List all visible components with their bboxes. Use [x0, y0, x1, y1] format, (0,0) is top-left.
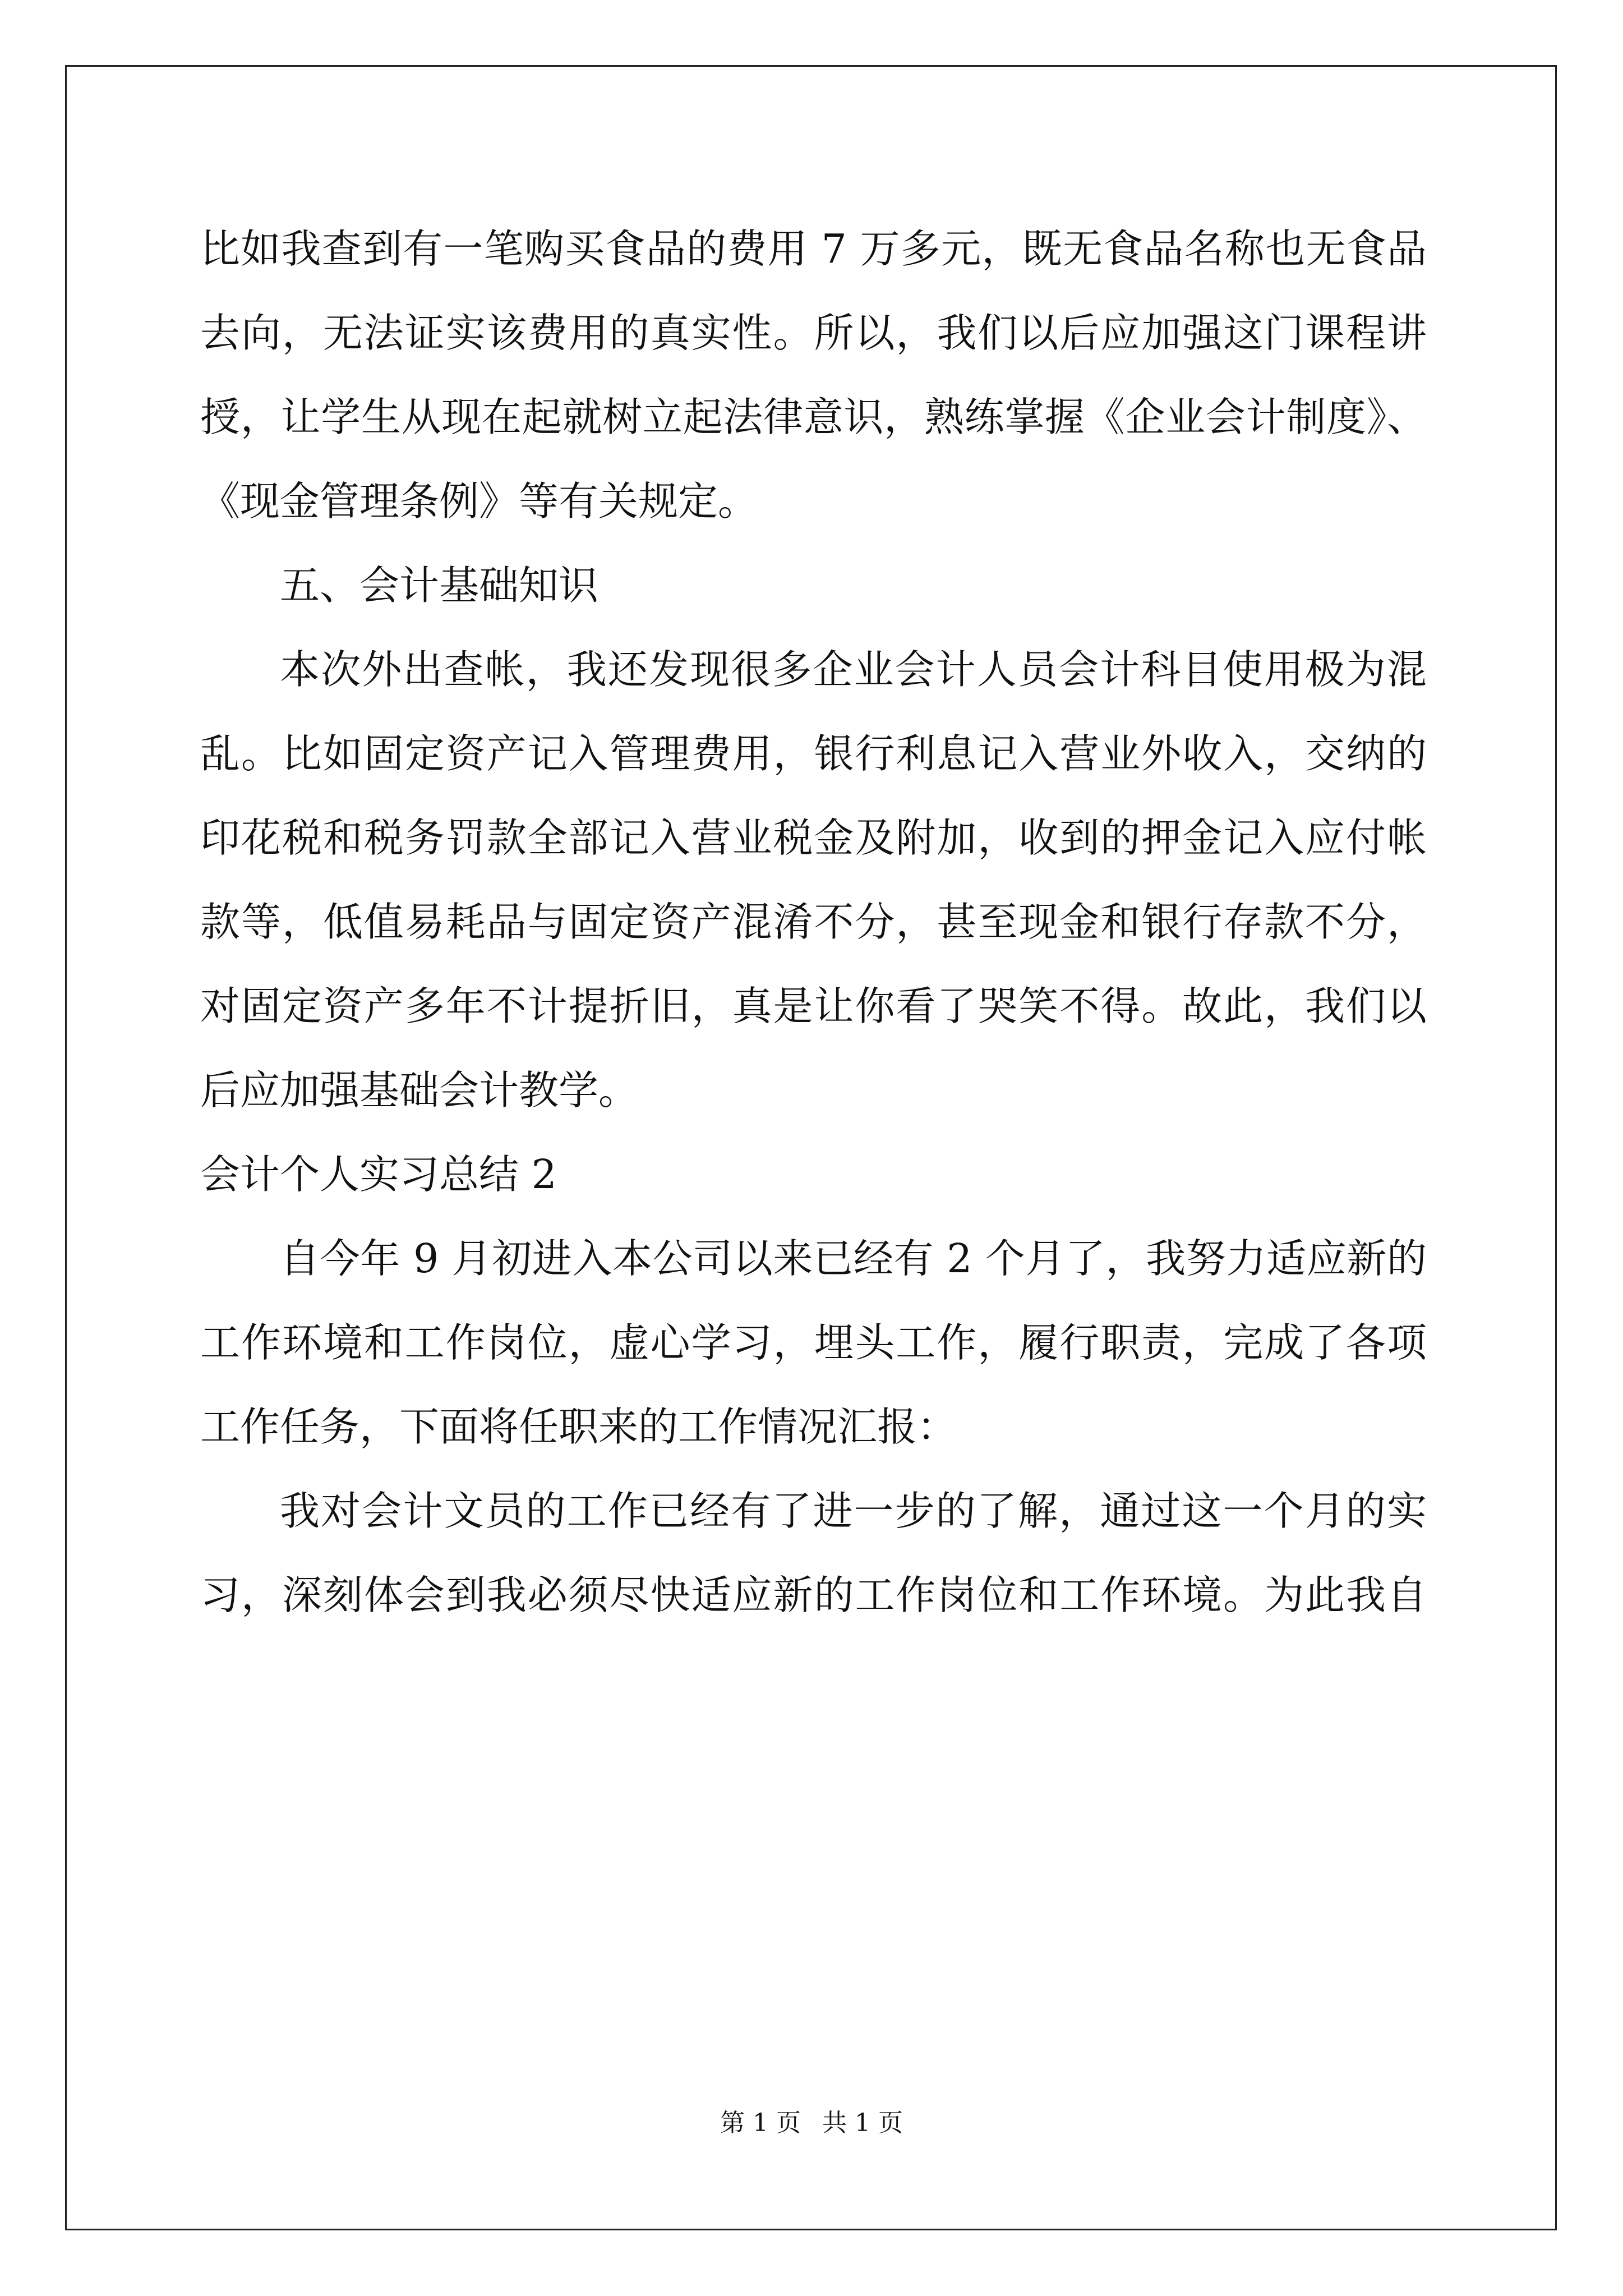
document-section-title: 会计个人实习总结 2 — [200, 1151, 557, 1198]
text-line: 工作任务，下面将任职来的工作情况汇报： — [200, 1404, 957, 1450]
page-footer — [0, 2102, 1623, 2138]
text-line: 款等，低值易耗品与固定资产混淆不分，甚至现金和银行存款不分， — [200, 899, 1427, 945]
text-line: 对固定资产多年不计提折旧，真是让你看了哭笑不得。故此，我们以 — [200, 983, 1427, 1029]
text-line: 授，让学生从现在起就树立起法律意识，熟练掌握《企业会计制度》、 — [200, 394, 1427, 440]
section-heading: 五、会计基础知识 — [280, 562, 599, 609]
text-line: 习，深刻体会到我必须尽快适应新的工作岗位和工作环境。为此我自 — [200, 1572, 1427, 1618]
text-line: 乱。比如固定资产记入管理费用，银行利息记入营业外收入，交纳的 — [200, 730, 1427, 777]
text-line: 本次外出查帐，我还发现很多企业会计人员会计科目使用极为混 — [280, 646, 1427, 693]
document-body — [200, 218, 1427, 1648]
text-line: 自今年 9 月初进入本公司以来已经有 2 个月了，我努力适应新的 — [280, 1235, 1427, 1282]
text-line: 工作环境和工作岗位，虚心学习，埋头工作，履行职责，完成了各项 — [200, 1319, 1427, 1366]
text-line: 去向，无法证实该费用的真实性。所以，我们以后应加强这门课程讲 — [200, 310, 1427, 356]
page-number-current: 第 1 页 — [720, 2109, 801, 2137]
text-line: 印花税和税务罚款全部记入营业税金及附加，收到的押金记入应付帐 — [200, 815, 1427, 861]
text-line: 《现金管理条例》等有关规定。 — [200, 478, 758, 524]
text-line: 后应加强基础会计教学。 — [200, 1067, 639, 1114]
text-line: 比如我查到有一笔购买食品的费用 7 万多元，既无食品名称也无食品 — [200, 226, 1427, 272]
text-line: 我对会计文员的工作已经有了进一步的了解，通过这一个月的实 — [280, 1488, 1427, 1534]
page-number-total: 共 1 页 — [822, 2109, 903, 2137]
